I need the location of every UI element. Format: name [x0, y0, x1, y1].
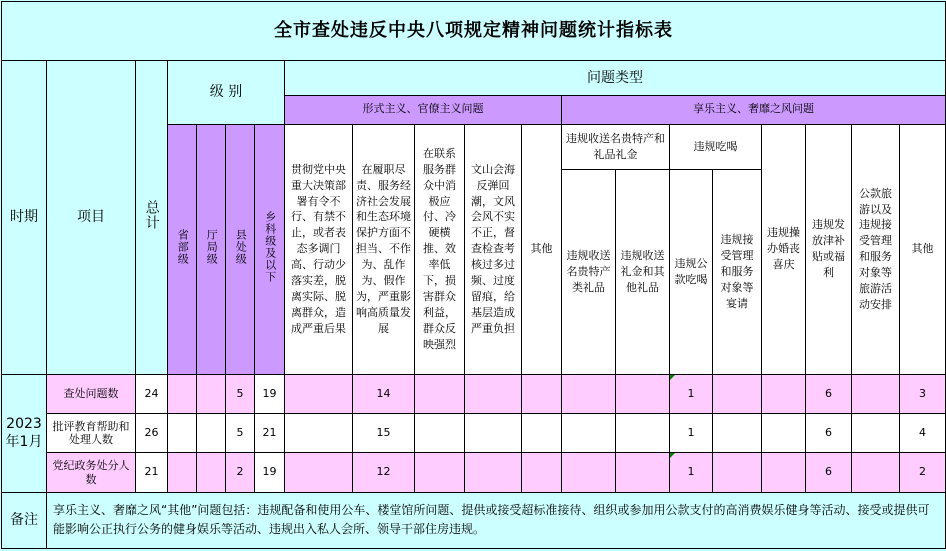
formalism-col-2: 在履职尽责、服务经济社会发展和生态环境保护方面不担当、不作为、乱作为、假作为，严重影响高质量发展 — [353, 124, 415, 374]
row-total: 21 — [136, 453, 168, 492]
gift-col-specialty: 违规收送名贵特产类礼品 — [562, 169, 616, 374]
remark-text: 享乐主义、奢靡之风“其他”问题包括：违规配备和使用公车、楼堂馆所问题、提供或接受超标准接待、组织或参加用公款支付的高消费娱乐健身等活动、接受或提供可能影响公正执行公务的健身娱乐等活动、违规出入私人会所、领导干部住房违规。 — [47, 492, 946, 548]
row-gift-specialty — [562, 375, 616, 414]
row-dining-public: 1 — [670, 375, 713, 414]
row-dining-banquet — [713, 414, 762, 453]
row-formalism-4 — [465, 375, 522, 414]
hedonism-col-wedding: 违规操办婚丧喜庆 — [762, 124, 806, 374]
row-hedonism-allowance: 6 — [806, 453, 852, 492]
row-hedonism-other: 3 — [900, 375, 946, 414]
row-total: 26 — [136, 414, 168, 453]
gift-col-cash: 违规收送礼金和其他礼品 — [616, 169, 670, 374]
row-level-county: 5 — [226, 375, 255, 414]
hedonism-col-travel: 公款旅游以及违规接受管理和服务对象等旅游活动安排 — [852, 124, 900, 374]
row-level-county: 5 — [226, 414, 255, 453]
row-formalism-4 — [465, 414, 522, 453]
row-formalism-1 — [285, 414, 353, 453]
row-gift-specialty — [562, 414, 616, 453]
table-title: 全市查处违反中央八项规定精神问题统计指标表 — [2, 2, 946, 61]
row-formalism-2: 15 — [353, 414, 415, 453]
remark-label: 备注 — [2, 492, 47, 548]
row-gift-cash — [616, 414, 670, 453]
row-hedonism-wedding — [762, 453, 806, 492]
row-dining-banquet — [713, 453, 762, 492]
row-level-bureau — [197, 375, 226, 414]
row-item-label: 查处问题数 — [47, 375, 136, 414]
row-item-label: 党纪政务处分人数 — [47, 453, 136, 492]
dining-col-public: 违规公款吃喝 — [670, 169, 713, 374]
formalism-col-other: 其他 — [522, 124, 562, 374]
row-hedonism-allowance: 6 — [806, 414, 852, 453]
gift-group-header: 违规收送名贵特产和礼品礼金 — [562, 124, 670, 169]
level-township: 乡科级及以下 — [255, 124, 285, 374]
formalism-col-4: 文山会海反弹回潮，文风会风不实不正，督查检查考核过多过频、过度留痕，给基层造成严重负担 — [465, 124, 522, 374]
statistics-table — [1, 1, 946, 549]
row-dining-banquet — [713, 375, 762, 414]
level-provincial: 省部级 — [168, 124, 197, 374]
level-county: 县处级 — [226, 124, 255, 374]
row-level-provincial — [168, 414, 197, 453]
row-level-township: 19 — [255, 453, 285, 492]
row-level-township: 21 — [255, 414, 285, 453]
row-formalism-3 — [415, 414, 465, 453]
row-formalism-other — [522, 453, 562, 492]
hedonism-group-header: 享乐主义、奢靡之风问题 — [562, 95, 946, 124]
row-formalism-4 — [465, 453, 522, 492]
row-dining-public: 1 — [670, 414, 713, 453]
row-hedonism-other: 2 — [900, 453, 946, 492]
row-hedonism-travel — [852, 453, 900, 492]
row-hedonism-allowance: 6 — [806, 375, 852, 414]
row-level-county: 2 — [226, 453, 255, 492]
row-hedonism-other: 4 — [900, 414, 946, 453]
row-gift-cash — [616, 453, 670, 492]
dining-col-banquet: 违规接受管理和服务对象等宴请 — [713, 169, 762, 374]
hedonism-col-other: 其他 — [900, 124, 946, 374]
level-bureau: 厅局级 — [197, 124, 226, 374]
row-total: 24 — [136, 375, 168, 414]
row-hedonism-travel — [852, 375, 900, 414]
formalism-col-3: 在联系服务群众中消极应付、冷硬横推、效率低下，损害群众利益，群众反映强烈 — [415, 124, 465, 374]
row-dining-public: 1 — [670, 453, 713, 492]
row-formalism-2: 12 — [353, 453, 415, 492]
period-header: 时期 — [2, 61, 47, 375]
row-formalism-3 — [415, 375, 465, 414]
row-hedonism-wedding — [762, 375, 806, 414]
formalism-group-header: 形式主义、官僚主义问题 — [285, 95, 562, 124]
row-gift-specialty — [562, 453, 616, 492]
row-level-bureau — [197, 414, 226, 453]
problem-type-header: 问题类型 — [285, 61, 946, 95]
formalism-col-1: 贯彻党中央重大决策部署有令不行、有禁不止，或者表态多调门高、行动少落实差，脱离实际、脱离群众，造成严重后果 — [285, 124, 353, 374]
row-formalism-1 — [285, 453, 353, 492]
level-header: 级 别 — [168, 61, 285, 124]
row-level-provincial — [168, 375, 197, 414]
row-formalism-1 — [285, 375, 353, 414]
row-formalism-2: 14 — [353, 375, 415, 414]
row-gift-cash — [616, 375, 670, 414]
row-hedonism-travel — [852, 414, 900, 453]
row-formalism-3 — [415, 453, 465, 492]
row-formalism-other — [522, 414, 562, 453]
dining-group-header: 违规吃喝 — [670, 124, 762, 169]
hedonism-col-allowance: 违规发放津补贴或福利 — [806, 124, 852, 374]
item-header: 项目 — [47, 61, 136, 375]
row-formalism-other — [522, 375, 562, 414]
row-item-label: 批评教育帮助和处理人数 — [47, 414, 136, 453]
row-hedonism-wedding — [762, 414, 806, 453]
row-level-township: 19 — [255, 375, 285, 414]
row-level-bureau — [197, 453, 226, 492]
row-level-provincial — [168, 453, 197, 492]
total-header: 总计 — [136, 61, 168, 375]
period-cell: 2023年1月 — [2, 375, 47, 493]
